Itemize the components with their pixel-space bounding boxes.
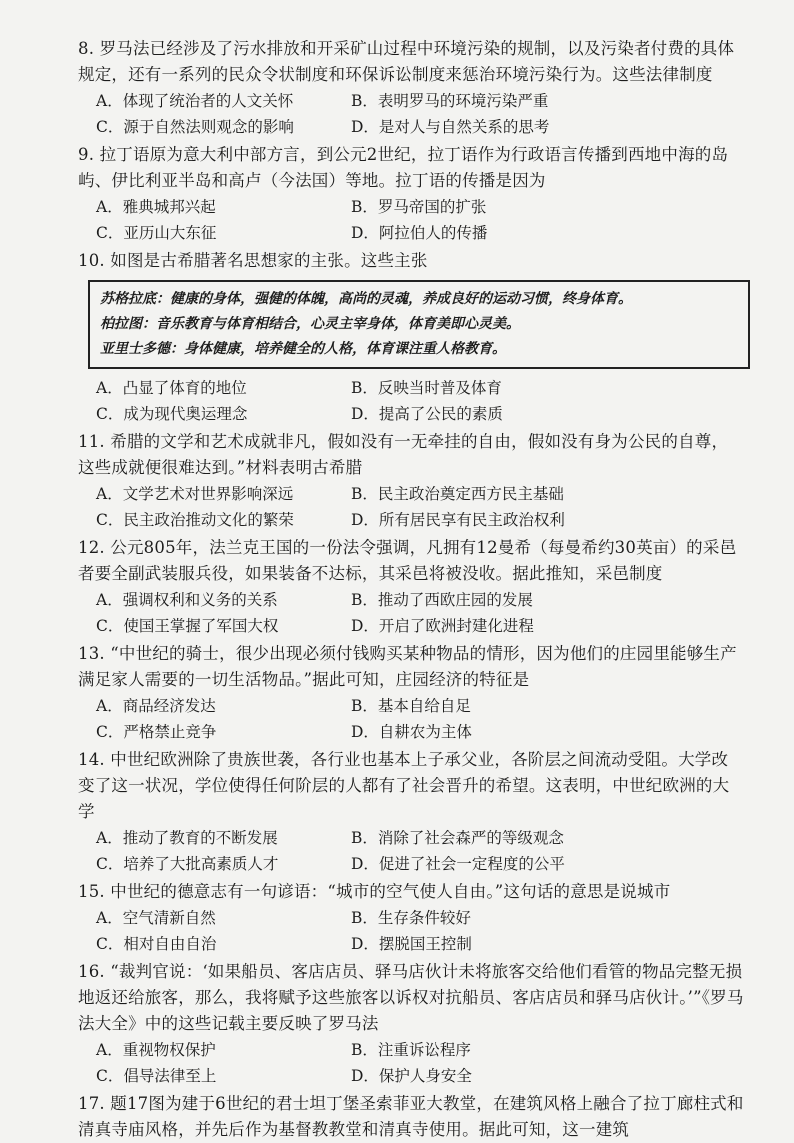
option-a: A．空气清新自然 bbox=[96, 909, 216, 927]
question-12 bbox=[78, 535, 744, 639]
option-c: C．使国王掌握了军国大权 bbox=[96, 617, 279, 635]
question-stem: 13. “中世纪的骑士，很少出现必须付钱购买某种物品的情形，因为他们的庄园里能够生产满足家人需要的一切生活物品。”据此可知，庄园经济的特征是 bbox=[78, 644, 737, 689]
question-15 bbox=[78, 879, 744, 957]
option-b: B．基本自给自足 bbox=[351, 697, 471, 715]
option-c: C．成为现代奥运理念 bbox=[96, 405, 248, 423]
option-c: C．倡导法律至上 bbox=[96, 1067, 217, 1085]
option-b: B．反映当时普及体育 bbox=[351, 379, 502, 397]
option-d: D．保护人身安全 bbox=[351, 1067, 472, 1085]
options bbox=[78, 693, 744, 745]
question-9 bbox=[78, 142, 744, 246]
question-11 bbox=[78, 429, 744, 533]
options bbox=[78, 1037, 744, 1089]
option-a: A．体现了统治者的人文关怀 bbox=[96, 92, 294, 110]
option-b: B．表明罗马的环境污染严重 bbox=[351, 92, 549, 110]
question-16 bbox=[78, 959, 744, 1089]
option-b: B．生存条件较好 bbox=[351, 909, 471, 927]
quote-socrates: 苏格拉底：健康的身体，强健的体魄，高尚的灵魂，养成良好的运动习惯，终身体育。 bbox=[100, 291, 632, 307]
option-d: D．促进了社会一定程度的公平 bbox=[351, 855, 565, 873]
option-c: C．严格禁止竞争 bbox=[96, 723, 217, 741]
question-13 bbox=[78, 641, 744, 745]
option-b: B．民主政治奠定西方民主基础 bbox=[351, 485, 564, 503]
options bbox=[78, 825, 744, 877]
option-d: D．所有居民享有民主政治权利 bbox=[351, 511, 565, 529]
option-a: A．推动了教育的不断发展 bbox=[96, 829, 278, 847]
options bbox=[78, 905, 744, 957]
option-c: C．相对自由自治 bbox=[96, 935, 217, 953]
option-d: D．阿拉伯人的传播 bbox=[351, 224, 488, 242]
options bbox=[78, 194, 744, 246]
option-a: A．强调权利和义务的关系 bbox=[96, 591, 278, 609]
question-stem: 15. 中世纪的德意志有一句谚语：“城市的空气使人自由。”这句话的意思是说城市 bbox=[78, 882, 671, 901]
option-b: B．注重诉讼程序 bbox=[351, 1041, 471, 1059]
quote-aristotle: 亚里士多德：身体健康，培养健全的人格，体育课注重人格教育。 bbox=[100, 341, 506, 357]
options bbox=[78, 375, 744, 427]
question-8 bbox=[78, 36, 744, 140]
option-a: A．商品经济发达 bbox=[96, 697, 216, 715]
question-stem: 9. 拉丁语原为意大利中部方言，到公元2世纪，拉丁语作为行政语言传播到西地中海的岛屿、伊比利亚半岛和高卢（今法国）等地。拉丁语的传播是因为 bbox=[78, 145, 729, 190]
question-stem: 16. “裁判官说：‘如果船员、客店店员、驿马店伙计未将旅客交给他们看管的物品完整无损地返还给旅客，那么，我将赋予这些旅客以诉权对抗船员、客店店员和驿马店伙计。’”《罗马法大全》中的这些记载主要反映了罗马法 bbox=[78, 962, 744, 1033]
question-stem: 12. 公元805年，法兰克王国的一份法令强调，凡拥有12曼希（每曼希约30英亩）的采邑者要全副武装服兵役，如果装备不达标，其采邑将被没收。据此推知，采邑制度 bbox=[78, 538, 737, 583]
option-b: B．推动了西欧庄园的发展 bbox=[351, 591, 533, 609]
option-b: B．罗马帝国的扩张 bbox=[351, 198, 487, 216]
option-d: D．摆脱国王控制 bbox=[351, 935, 472, 953]
option-a: A．重视物权保护 bbox=[96, 1041, 216, 1059]
option-c: C．源于自然法则观念的影响 bbox=[96, 118, 294, 136]
option-a: A．凸显了体育的地位 bbox=[96, 379, 247, 397]
question-17 bbox=[78, 1091, 744, 1143]
question-stem: 10. 如图是古希腊著名思想家的主张。这些主张 bbox=[78, 251, 428, 270]
options bbox=[78, 481, 744, 533]
quote-plato: 柏拉图：音乐教育与体育相结合，心灵主宰身体，体育美即心灵美。 bbox=[100, 316, 520, 332]
options bbox=[78, 587, 744, 639]
option-c: C．亚历山大东征 bbox=[96, 224, 217, 242]
option-b: B．消除了社会森严的等级观念 bbox=[351, 829, 564, 847]
question-stem: 14. 中世纪欧洲除了贵族世袭，各行业也基本上子承父业，各阶层之间流动受阻。大学改变了这一状况，学位使得任何阶层的人都有了社会晋升的希望。这表明，中世纪欧洲的大学 bbox=[78, 750, 730, 821]
question-14 bbox=[78, 747, 744, 877]
option-d: D．是对人与自然关系的思考 bbox=[351, 118, 550, 136]
option-c: C．培养了大批高素质人才 bbox=[96, 855, 279, 873]
question-stem: 11. 希腊的文学和艺术成就非凡，假如没有一无牵挂的自由，假如没有身为公民的自尊，这些成就便很难达到。”材料表明古希腊 bbox=[78, 432, 729, 477]
option-a: A．雅典城邦兴起 bbox=[96, 198, 216, 216]
option-a: A．文学艺术对世界影响深远 bbox=[96, 485, 294, 503]
quote-box bbox=[88, 280, 750, 369]
options bbox=[78, 88, 744, 140]
option-d: D．自耕农为主体 bbox=[351, 723, 472, 741]
question-10 bbox=[78, 248, 744, 427]
option-d: D．开启了欧洲封建化进程 bbox=[351, 617, 534, 635]
question-stem: 17. 题17图为建于6世纪的君士坦丁堡圣索菲亚大教堂，在建筑风格上融合了拉丁廊柱式和清真寺庙风格，并先后作为基督教教堂和清真寺使用。据此可知，这一建筑 bbox=[78, 1094, 744, 1139]
option-c: C．民主政治推动文化的繁荣 bbox=[96, 511, 294, 529]
question-stem: 8. 罗马法已经涉及了污水排放和开采矿山过程中环境污染的规制，以及污染者付费的具体规定，还有一系列的民众令状制度和环保诉讼制度来惩治环境污染行为。这些法律制度 bbox=[78, 39, 735, 84]
option-d: D．提高了公民的素质 bbox=[351, 405, 503, 423]
